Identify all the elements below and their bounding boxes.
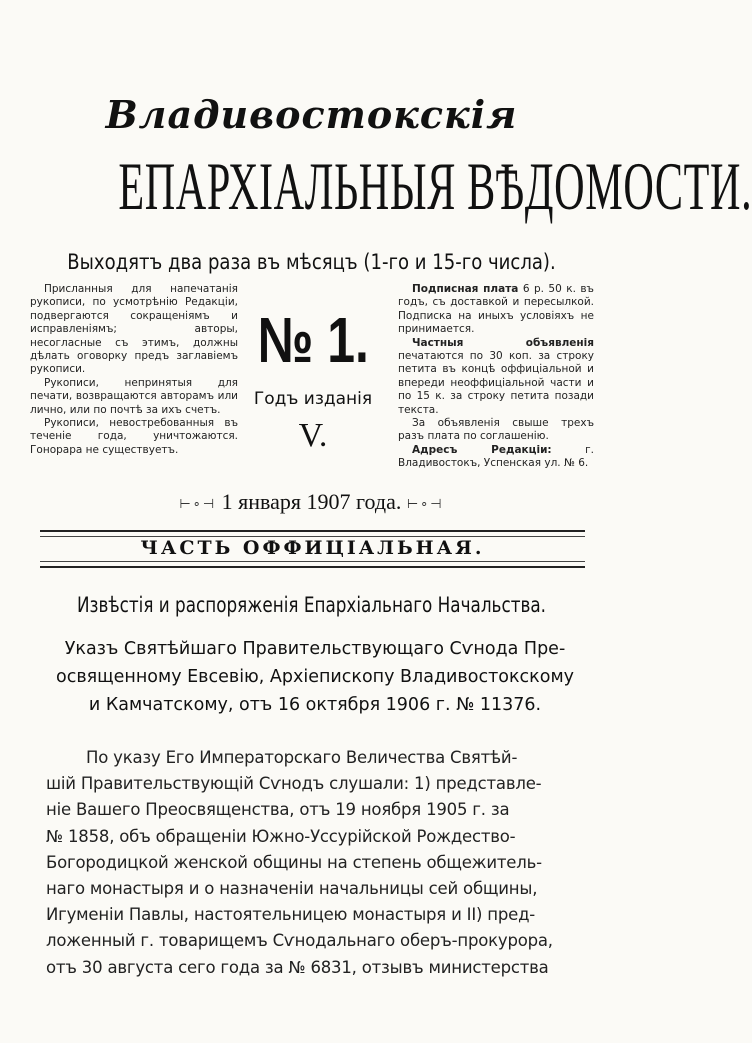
issue-info [238, 305, 388, 455]
decree-title-line: Указъ Святѣйшаго Правительствующаго Сѵнода Пре- [64, 639, 566, 659]
year-number: V. [298, 417, 328, 454]
masthead-script-title: Владивостокскія [105, 92, 518, 137]
note-paragraph: Присланныя для напечатанія рукописи, по усмотрѣнію Редакціи, подвергаются сокращеніямъ и исправленіямъ; авторы, несогласные съ этимъ, должны дѣлать оговорку предъ заглавіемъ рукописи. [30, 283, 238, 376]
note-paragraph: Рукописи, непринятыя для печати, возвращаются авторамъ или лично, или по почтѣ за ихъ счетъ. [30, 376, 238, 416]
body-line: Игуменіи Павлы, настоятельницею монастыря и II) пред- [46, 905, 536, 925]
body-line: № 1858, объ обращеніи Южно-Уссурійской Рождество- [46, 826, 516, 846]
body-line: шій Правительствующій Сѵнодъ слушали: 1) представле- [46, 774, 542, 794]
ornament-right-icon: ⊢∘⊣ [406, 495, 444, 511]
body-line: ніе Вашего Преосвященства, отъ 19 ноября 1905 г. за [46, 800, 510, 820]
ornament-left-icon: ⊢∘⊣ [179, 495, 217, 511]
issue-date-line [0, 489, 623, 515]
repeat-ads-paragraph: За объявленія свыше трехъ разъ плата по соглашенію. [398, 417, 594, 443]
address-paragraph [398, 444, 594, 471]
masthead-main-title: ЕПАРХІАЛЬНЫЯ ВѢДОМОСТИ. [118, 148, 752, 224]
body-line: наго монастыря и о назначеніи начальницы сей общины, [46, 879, 538, 899]
editorial-notes [30, 283, 238, 457]
article-body [46, 745, 592, 981]
subscription-paragraph [398, 283, 594, 337]
subscription-label: Подписная плата [412, 283, 519, 295]
year-label: Годъ изданія [253, 389, 373, 409]
ads-paragraph [398, 337, 594, 417]
publication-schedule: Выходятъ два раза въ мѣсяцъ (1-го и 15-го числа). [67, 250, 556, 274]
issue-number: № 1. [257, 304, 369, 376]
decree-title-line: освященному Евсевію, Архіепископу Владивостокскому [55, 667, 575, 687]
body-line: Богородицкой женской общины на степень общежитель- [46, 852, 542, 872]
subscription-text: 6 р. 50 к. въ годъ, съ доставкой и пересылкой. Подписка на иныхъ условіяхъ не принимается. [398, 283, 594, 336]
body-line: По указу Его Императорскаго Величества Святѣй- [86, 748, 518, 767]
ads-label: Частныя объявленія [412, 336, 594, 349]
issue-date: 1 января 1907 года. [221, 489, 402, 514]
announcement-heading: Извѣстія и распоряженія Епархіальнаго Начальства. [76, 593, 547, 617]
section-title: ЧАСТЬ ОФФИЦІАЛЬНАЯ. [140, 537, 485, 559]
body-line: ложенный г. товарищемъ Сѵнодальнаго оберъ-прокурора, [46, 931, 553, 951]
address-text: г. Владивостокъ, Успенская ул. № 6. [398, 443, 594, 470]
body-line: отъ 30 августа сего года за № 6831, отзывъ министерства [46, 957, 549, 977]
subscription-notes [398, 283, 594, 471]
ads-text: печатаются по 30 коп. за строку петита въ концѣ оффиціальной и впереди неоффиціальной части и по 15 к. за строку петита позади текста. [398, 350, 594, 416]
note-paragraph: Рукописи, невостребованныя въ теченіе года, уничтожаются. Гонорара не существуетъ. [30, 417, 238, 456]
decree-title [38, 635, 592, 719]
section-banner [40, 530, 585, 568]
decree-title-line: и Камчатскому, отъ 16 октября 1906 г. № 11376. [88, 695, 542, 715]
address-label: Адресъ Редакціи: [412, 443, 552, 456]
